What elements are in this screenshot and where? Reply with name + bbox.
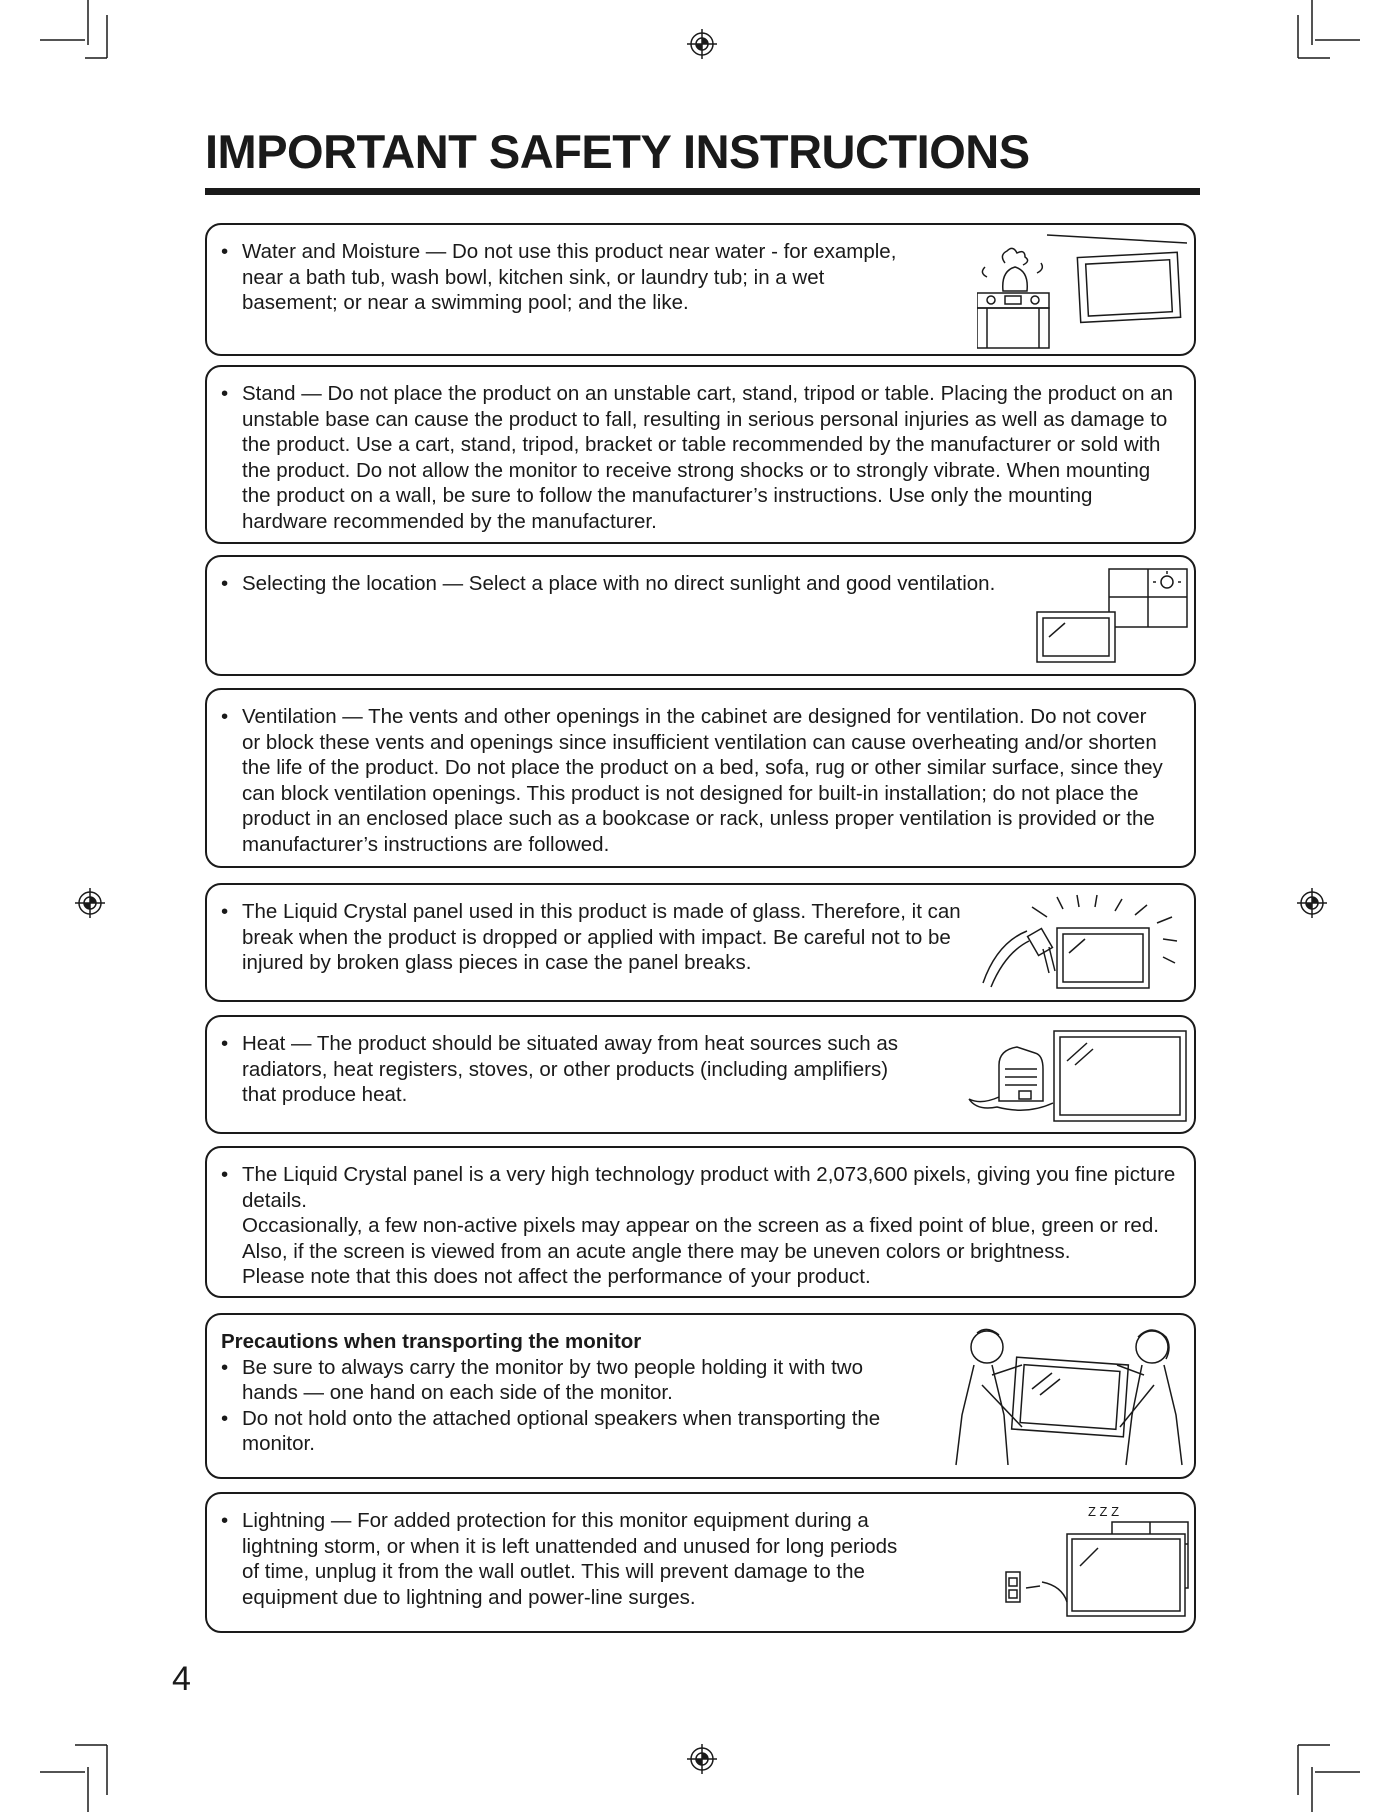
text-line: hands — one hand on each side of the monitor. (242, 1381, 673, 1405)
window-sunlight-monitor-illustration (1035, 567, 1190, 667)
section-text (221, 381, 1208, 535)
text-line: product in an enclosed place such as a bookcase or rack, unless proper ventilation is provided or the (242, 807, 1155, 831)
text-line: that produce heat. (242, 1083, 408, 1107)
text-line: the life of the product. Do not place the product on a bed, sofa, rug or other similar surface, since they (242, 756, 1163, 780)
text-line: Water and Moisture — Do not use this product near water - for example, (242, 240, 897, 263)
section-stand (205, 365, 1196, 544)
section-text (221, 704, 1208, 858)
text-line: the product on a wall, be sure to follow the manufacturer’s instructions. Use only the mounting (242, 484, 1093, 508)
text-line: Please note that this does not affect the performance of your product. (242, 1265, 871, 1289)
section-text (221, 1329, 880, 1457)
text-line: lightning storm, or when it is left unattended and unused for long periods (242, 1534, 898, 1558)
heater-monitor-illustration (967, 1025, 1192, 1130)
text-line: Also, if the screen is viewed from an acute angle there may be uneven colors or brightness. (242, 1239, 1071, 1263)
section-pixels (205, 1146, 1196, 1298)
text-line: Do not hold onto the attached optional speakers when transporting the (242, 1406, 881, 1430)
unplug-during-storm-illustration (912, 1502, 1192, 1627)
list-item (221, 1406, 880, 1457)
text-line: The Liquid Crystal panel is a very high technology product with 2,073,600 pixels, giving you fine picture (242, 1163, 1176, 1186)
text-line: basement; or near a swimming pool; and the like. (242, 291, 689, 315)
text-line: Heat — The product should be situated away from heat sources such as (242, 1032, 898, 1055)
registration-target-icon (687, 29, 717, 59)
page-number: 4 (172, 1660, 191, 1698)
section-location (205, 555, 1196, 676)
text-line: of time, unplug it from the wall outlet. This will prevent damage to the (242, 1560, 865, 1584)
page-title: IMPORTANT SAFETY INSTRUCTIONS (205, 125, 1030, 178)
text-line: details. (242, 1188, 307, 1212)
hammer-impact-illustration (977, 893, 1192, 998)
registration-target-icon (75, 888, 105, 918)
text-line: injured by broken glass pieces in case the panel breaks. (242, 951, 752, 975)
kitchen-sink-monitor-illustration (977, 233, 1187, 353)
text-line: The Liquid Crystal panel used in this product is made of glass. Therefore, it can (242, 900, 961, 923)
text-line: Be sure to always carry the monitor by two people holding it with two (242, 1355, 863, 1379)
text-line: the product. Use a cart, stand, tripod, bracket or table recommended by the manufacturer or sold with (242, 433, 1161, 457)
text-line: unstable base can cause the product to fall, resulting in serious personal injuries as well as damage to (242, 407, 1168, 431)
registration-target-icon (1297, 888, 1327, 918)
text-line: break when the product is dropped or applied with impact. Be careful not to be (242, 925, 951, 949)
bullet: • (221, 382, 229, 405)
bullet: • (221, 1163, 229, 1186)
text-line: can block ventilation openings. This product is not designed for built-in installation; do not place the (242, 781, 1139, 805)
two-people-carrying-monitor-illustration (952, 1325, 1192, 1475)
bullet: • (221, 1355, 229, 1379)
list-item (221, 1355, 880, 1406)
text-line: the product. Do not allow the monitor to receive strong shocks or to strongly vibrate. When mounting (242, 458, 1151, 482)
text-line: manufacturer’s instructions are followed. (242, 832, 610, 856)
section-heading: Precautions when transporting the monitor (221, 1330, 642, 1353)
bullet: • (221, 705, 229, 728)
section-transport (205, 1313, 1196, 1479)
text-line: Occasionally, a few non-active pixels may appear on the screen as a fixed point of blue, green or red. (242, 1214, 1159, 1238)
text-line: Ventilation — The vents and other openings in the cabinet are designed for ventilation. Do not cover (242, 705, 1147, 728)
bullet: • (221, 1509, 229, 1532)
section-glass-panel (205, 883, 1196, 1002)
title-underline (205, 188, 1200, 195)
bullet: • (221, 900, 229, 923)
text-line: Stand — Do not place the product on an unstable cart, stand, tripod or table. Placing the product on an (242, 382, 1174, 405)
bullet: • (221, 572, 229, 595)
bullet: • (221, 240, 229, 263)
text-line: Selecting the location — Select a place with no direct sunlight and good ventilation. (242, 572, 996, 595)
text-line: hardware recommended by the manufacturer. (242, 509, 657, 533)
text-line: radiators, heat registers, stoves, or other products (including amplifiers) (242, 1057, 889, 1081)
section-ventilation (205, 688, 1196, 868)
zzz-text: Z Z Z (1088, 1504, 1120, 1519)
section-text (221, 1162, 1208, 1290)
section-water-moisture (205, 223, 1196, 356)
text-line: monitor. (242, 1432, 315, 1456)
text-line: near a bath tub, wash bowl, kitchen sink, or laundry tub; in a wet (242, 265, 825, 289)
text-line: Lightning — For added protection for this monitor equipment during a (242, 1509, 869, 1532)
section-heat (205, 1015, 1196, 1134)
bullet: • (221, 1032, 229, 1055)
text-line: or block these vents and openings since insufficient ventilation can cause overheating and/or shorten (242, 730, 1157, 754)
registration-target-icon (687, 1744, 717, 1774)
bullet: • (221, 1406, 229, 1430)
text-line: equipment due to lightning and power-line surges. (242, 1585, 696, 1609)
section-lightning (205, 1492, 1196, 1633)
